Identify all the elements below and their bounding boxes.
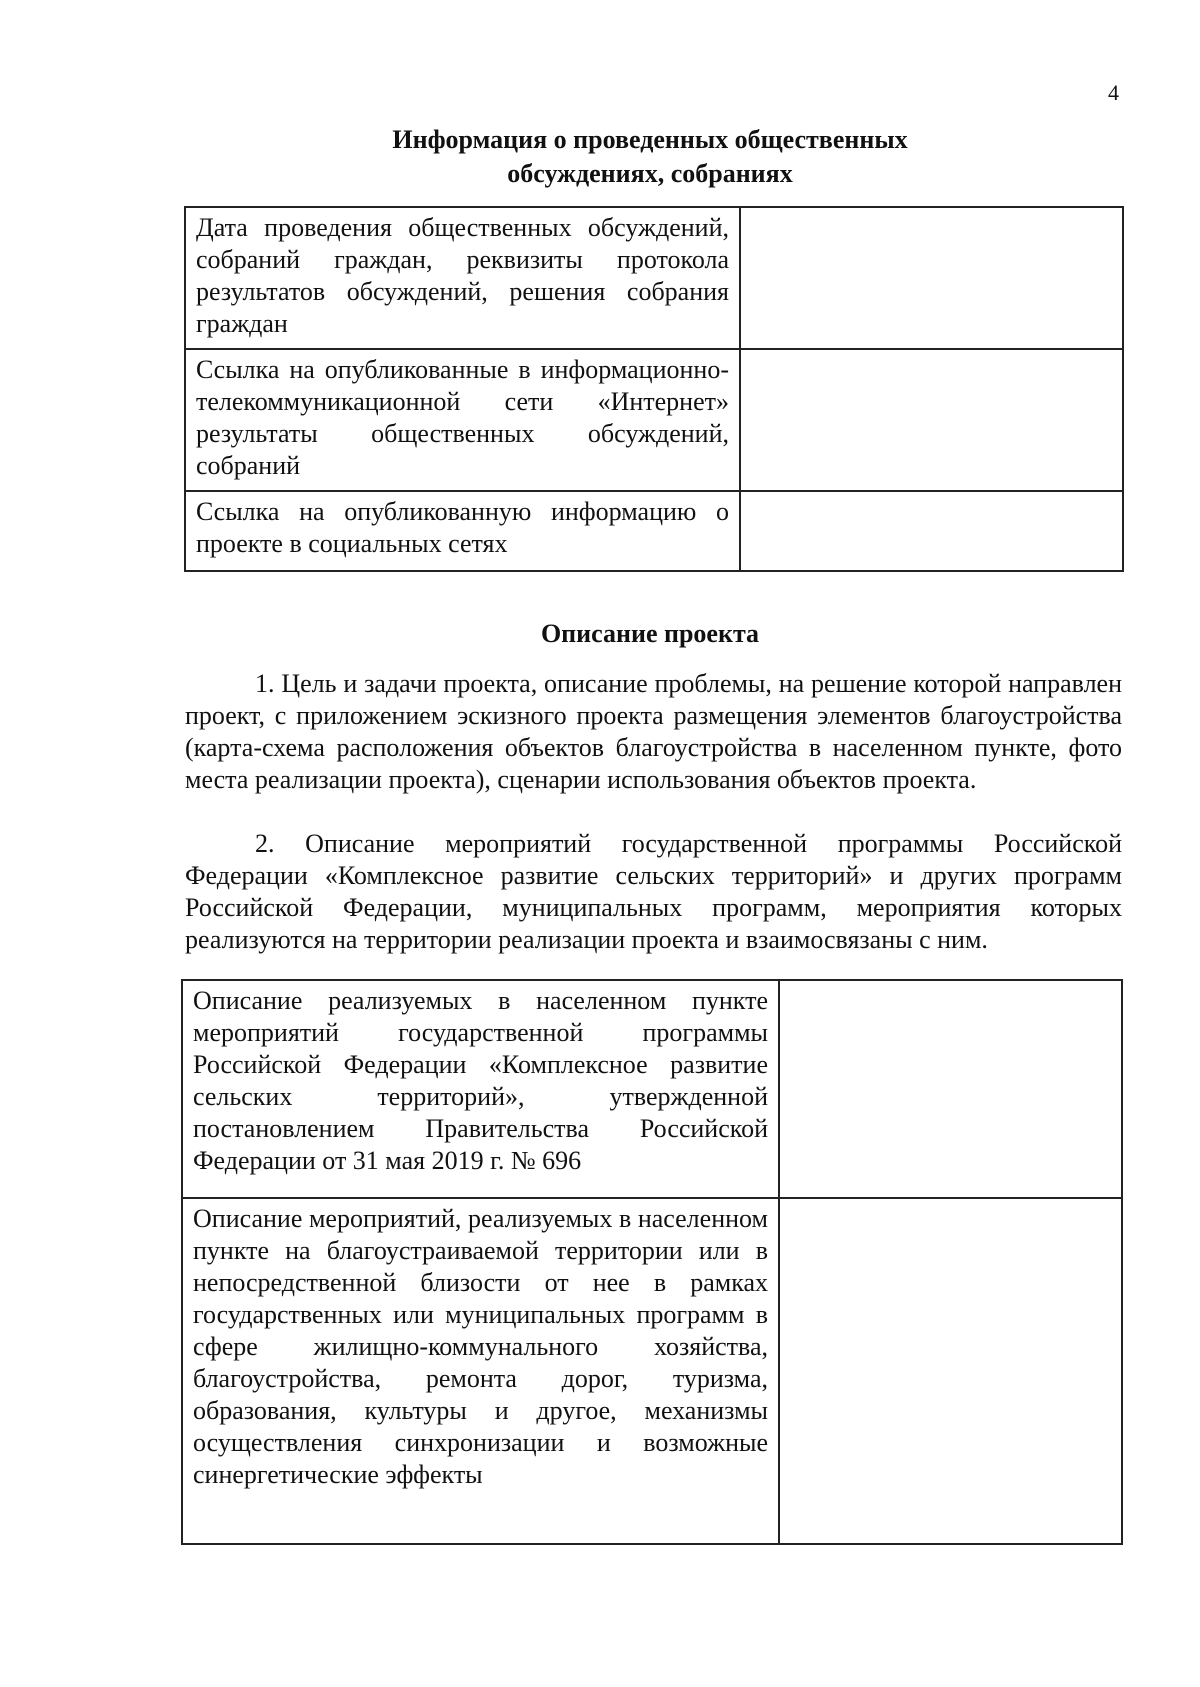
paragraph-program-activities: 2. Описание мероприятий государственной программы Российской Федерации «Комплексное развитие сельских территорий» и других программ Российской Федерации, муниципальных программ, мероприятия которых реализуются на территории реализации проекта и взаимосвязаны с ним.	[185, 829, 1122, 954]
row-label-state-program: Описание реализуемых в населенном пункте мероприятий государственной программы Российской Федерации «Комплексное развитие сельских территорий», утвержденной постановлением Правительства Российской Федерации от 31 мая 2019 г. № 696	[182, 980, 779, 1198]
table-row	[185, 491, 1123, 571]
section-title-public-discussions	[180, 123, 1120, 191]
section-title-project-description: Описание проекта	[540, 619, 760, 648]
title-line-2: обсуждениях, собраниях	[507, 159, 793, 188]
row-value-social-link[interactable]	[740, 491, 1123, 571]
row-value-discussion-date[interactable]	[740, 207, 1123, 349]
row-label-results-link: Ссылка на опубликованные в информационно-телекоммуникационной сети «Интернет» результаты общественных обсуждений, собраний	[185, 349, 740, 491]
table-row	[182, 1198, 1122, 1544]
title-line-1: Информация о проведенных общественных	[392, 125, 908, 154]
paragraph-project-goal: 1. Цель и задачи проекта, описание проблемы, на решение которой направлен проект, с приложением эскизного проекта размещения элементов благоустройства (карта-схема расположения объектов благоустройства в населенном пункте, фото места реализации проекта), сценарии использования объектов проекта.	[185, 669, 1122, 794]
row-value-state-program[interactable]	[779, 980, 1122, 1198]
row-label-social-link: Ссылка на опубликованную информацию о проекте в социальных сетях	[185, 491, 740, 571]
row-value-other-programs[interactable]	[779, 1198, 1122, 1544]
table-row	[185, 207, 1123, 349]
page-number: 4	[1108, 80, 1119, 105]
row-value-results-link[interactable]	[740, 349, 1123, 491]
row-label-other-programs: Описание мероприятий, реализуемых в населенном пункте на благоустраиваемой территории или в непосредственной близости от нее в рамках государственных или муниципальных программ в сфере жилищно-коммунального хозяйства, благоустройства, ремонта дорог, туризма, образования, культуры и другое, механизмы осуществления синхронизации и возможные синергетические эффекты	[182, 1198, 779, 1544]
row-label-discussion-date: Дата проведения общественных обсуждений, собраний граждан, реквизиты протокола результатов обсуждений, решения собрания граждан	[185, 207, 740, 349]
program-activities-table	[181, 979, 1123, 1545]
table-row	[185, 349, 1123, 491]
table-row	[182, 980, 1122, 1198]
public-discussions-table	[184, 206, 1124, 572]
